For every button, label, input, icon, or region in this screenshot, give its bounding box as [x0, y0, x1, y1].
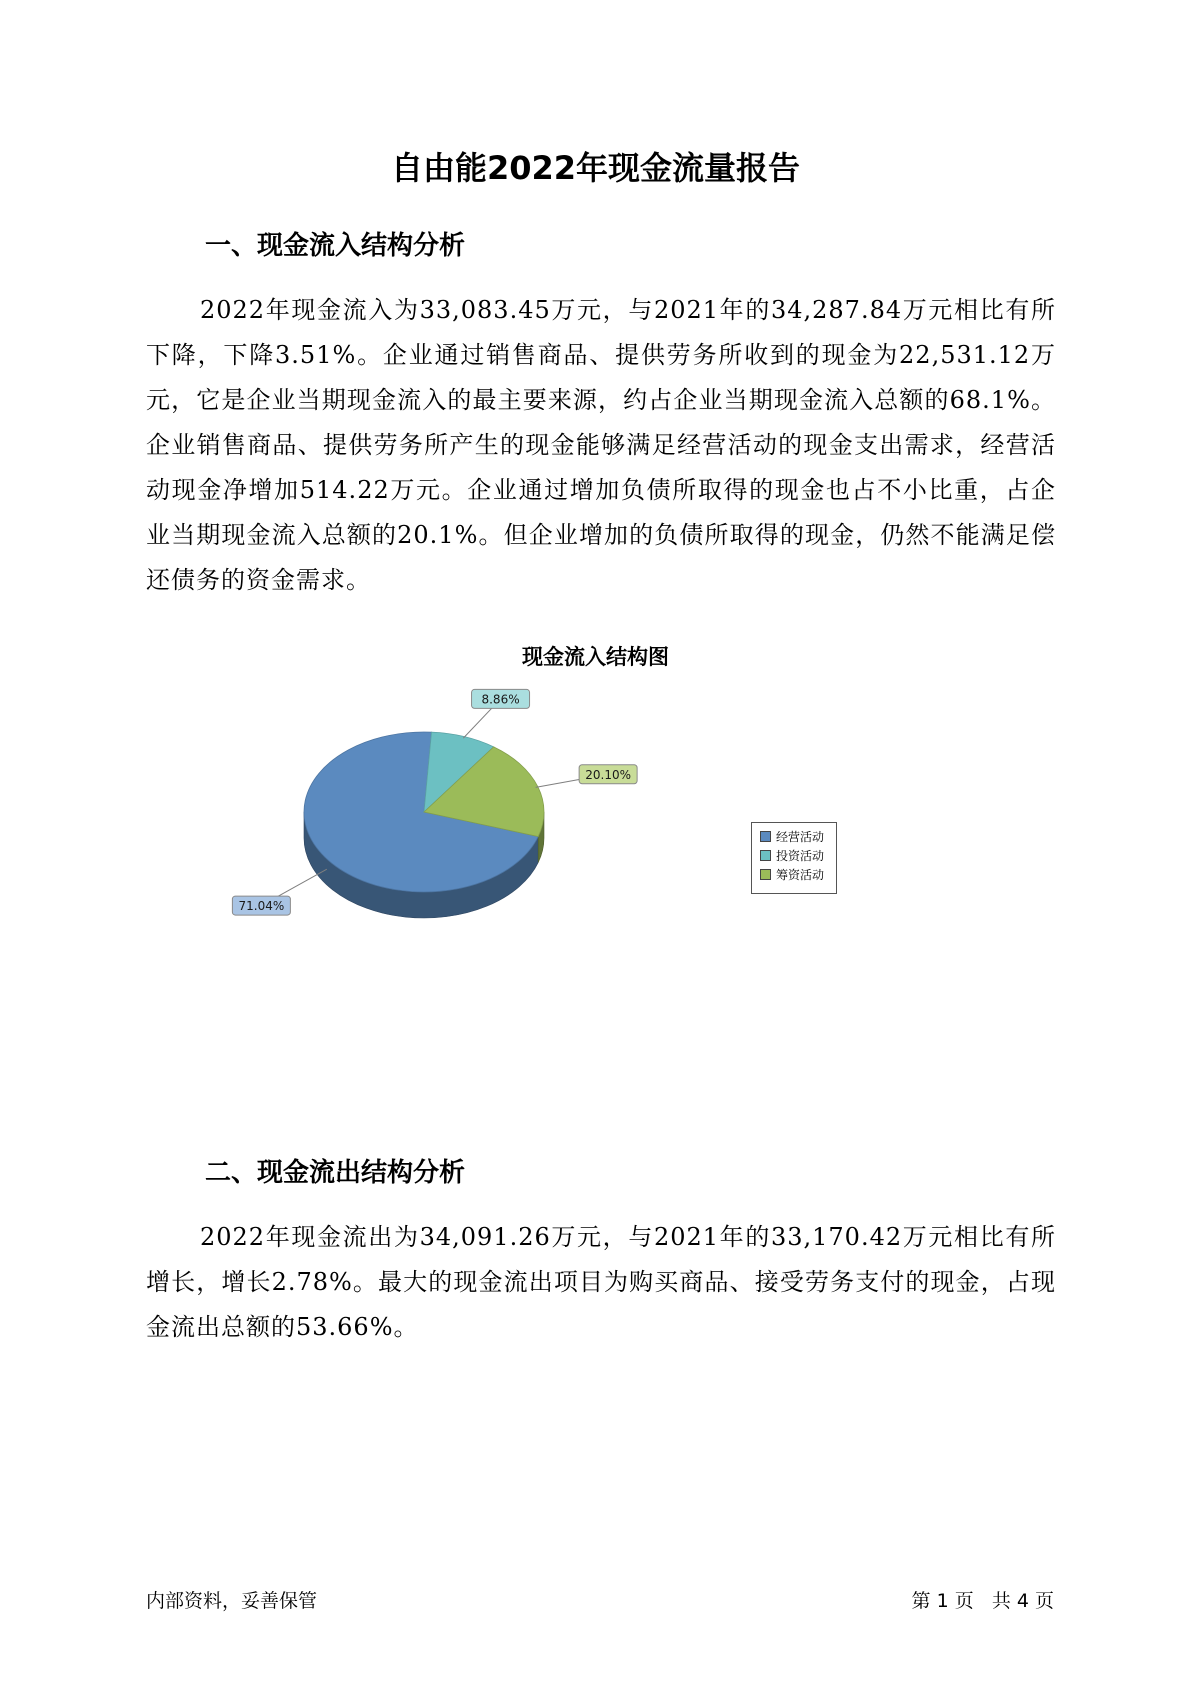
page-title: 自由能2022年现金流量报告	[390, 149, 801, 187]
legend-item-investing	[760, 846, 836, 865]
section2-paragraph: 2022年现金流出为34,091.26万元，与2021年的33,170.42万元相比有所增长，增长2.78%。最大的现金流出项目为购买商品、接受劳务支付的现金，占现金流出总额的53.66%。	[146, 1223, 1056, 1341]
section2-heading: 二、现金流出结构分析	[205, 1158, 466, 1188]
legend-label-financing: 筹资活动	[776, 868, 825, 882]
chart-title: 现金流入结构图	[522, 645, 669, 669]
legend-swatch-investing	[760, 850, 771, 861]
legend-item-financing	[760, 865, 836, 884]
chart-legend	[751, 822, 837, 894]
pie-data-label-0: 71.04%	[238, 899, 285, 914]
pie-data-label-1: 8.86%	[481, 692, 520, 707]
legend-label-investing: 投资活动	[776, 849, 825, 863]
legend-item-operating	[760, 827, 836, 846]
footer-confidential-note: 内部资料，妥善保管	[146, 1590, 318, 1612]
section1-heading: 一、现金流入结构分析	[205, 231, 466, 261]
pie-data-label-2: 20.10%	[585, 767, 632, 782]
legend-label-operating: 经营活动	[776, 830, 825, 844]
pie-chart	[0, 692, 1191, 960]
legend-swatch-operating	[760, 831, 771, 842]
footer-page-info: 第 1 页 共 4 页	[911, 1590, 1054, 1612]
legend-swatch-financing	[760, 869, 771, 880]
section1-paragraph: 2022年现金流入为33,083.45万元，与2021年的34,287.84万元相比有所下降，下降3.51%。企业通过销售商品、提供劳务所收到的现金为22,531.12万元，它是企业当期现金流入的最主要来源，约占企业当期现金流入总额的68.1%。企业销售商品、提供劳务所产生的现金能够满足经营活动的现金支出需求，经营活动现金净增加514.22万元。企业通过增加负债所取得的现金也占不小比重，占企业当期现金流入总额的20.1%。但企业增加的负债所取得的现金，仍然不能满足偿还债务的资金需求。	[146, 296, 1056, 594]
